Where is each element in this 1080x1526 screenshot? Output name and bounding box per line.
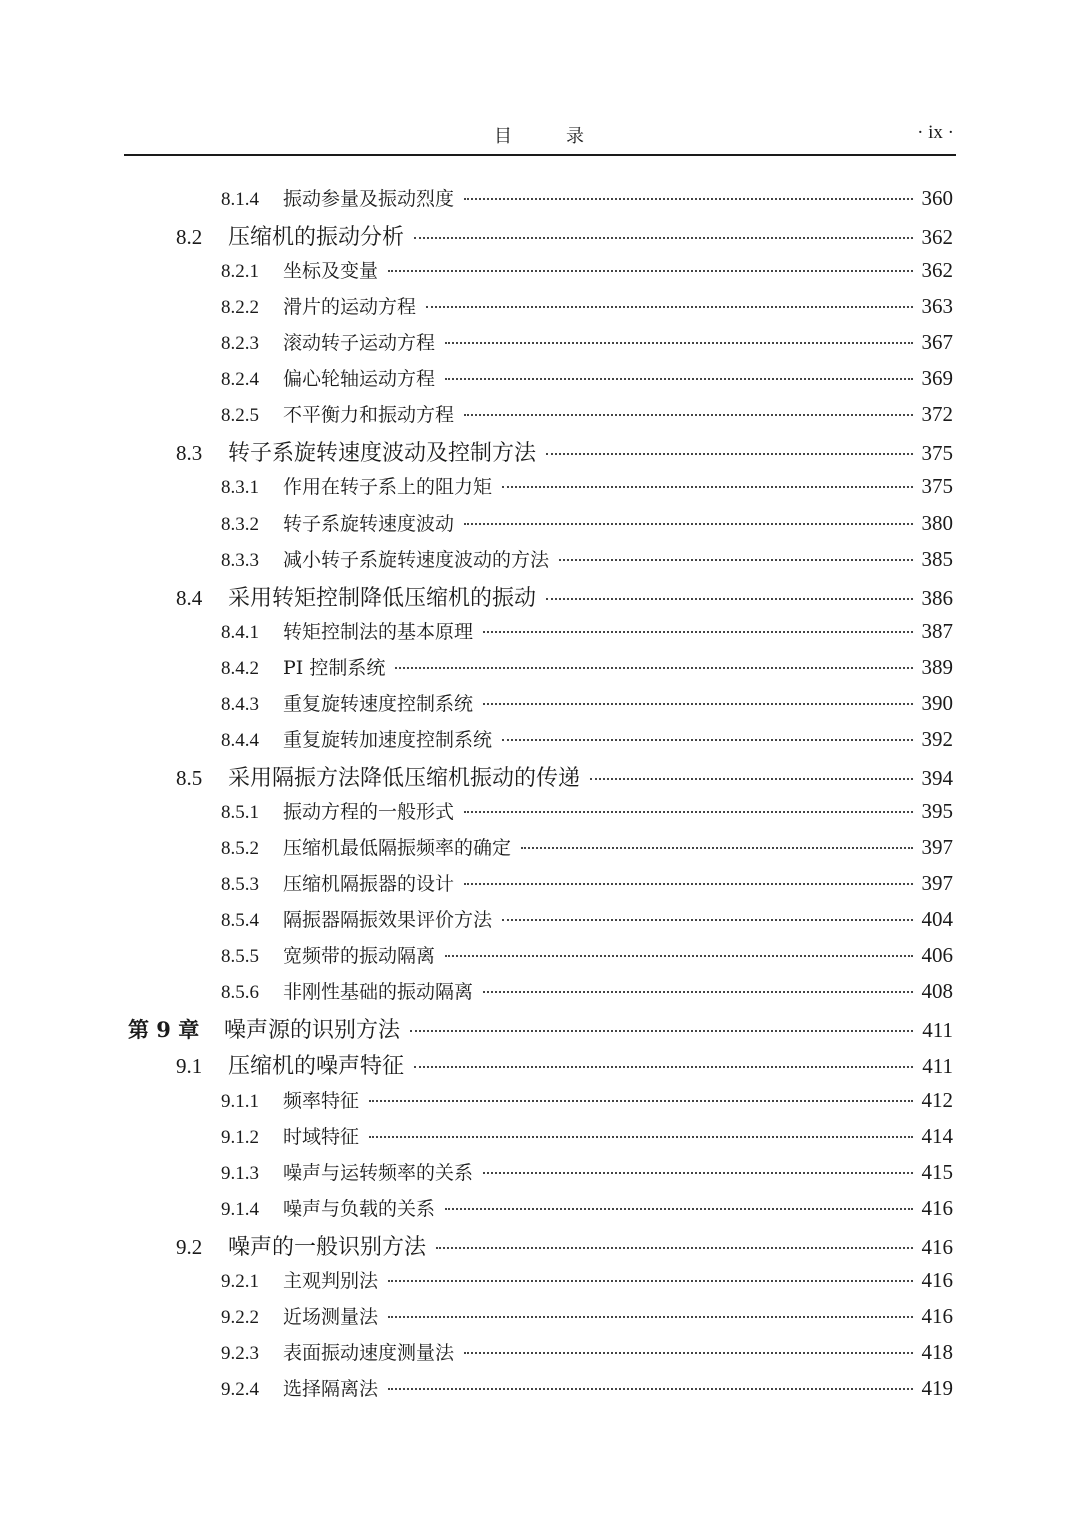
entry-title: 坐标及变量 <box>283 260 379 282</box>
dot-leader <box>414 1066 913 1068</box>
toc-subsection-entry <box>221 869 953 896</box>
toc-subsection-entry <box>221 400 953 427</box>
toc-subsection-entry <box>221 1374 953 1401</box>
entry-title: PI 控制系统 <box>283 657 386 679</box>
entry-number: 8.4.1 <box>221 622 259 643</box>
toc-subsection-entry <box>221 292 953 319</box>
toc-subsection-entry <box>221 184 953 211</box>
entry-title: 压缩机的噪声特征 <box>228 1054 405 1079</box>
entry-number: 8.3 <box>176 441 203 465</box>
dot-leader <box>464 811 913 813</box>
entry-title: 采用转矩控制降低压缩机的振动 <box>228 586 537 611</box>
dot-leader <box>369 1136 913 1138</box>
entry-title: 压缩机隔振器的设计 <box>283 873 455 895</box>
entry-number: 8.2.4 <box>221 369 259 390</box>
entry-page-number: 416 <box>921 1196 953 1220</box>
entry-title: 振动参量及振动烈度 <box>283 188 455 210</box>
entry-title: 偏心轮轴运动方程 <box>283 368 436 390</box>
entry-page-number: 416 <box>921 1304 953 1328</box>
dot-leader <box>502 919 913 921</box>
entry-page-number: 369 <box>921 366 953 390</box>
entry-number: 8.3.2 <box>221 514 259 535</box>
entry-page-number: 390 <box>921 691 953 715</box>
toc-section-entry <box>176 436 953 467</box>
dot-leader <box>483 631 913 633</box>
entry-page-number: 411 <box>922 1018 953 1042</box>
entry-page-number: 389 <box>921 655 953 679</box>
dot-leader <box>546 453 913 455</box>
dot-leader <box>483 703 913 705</box>
toc-chapter-entry <box>128 1013 953 1044</box>
dot-leader <box>445 1208 913 1210</box>
entry-number: 8.4 <box>176 586 203 610</box>
toc-subsection-entry <box>221 545 953 572</box>
toc-subsection-entry <box>221 1266 953 1293</box>
entry-number: 8.3.3 <box>221 550 259 571</box>
entry-number: 9.2.3 <box>221 1343 259 1364</box>
page-header <box>124 114 956 156</box>
dot-leader <box>483 1172 913 1174</box>
entry-number: 第 9 章 <box>128 1017 200 1042</box>
entry-number: 9.2.4 <box>221 1379 259 1400</box>
entry-number: 9.1.3 <box>221 1163 259 1184</box>
entry-number: 9.1.2 <box>221 1127 259 1148</box>
toc-subsection-entry <box>221 833 953 860</box>
toc-section-entry <box>176 1049 953 1080</box>
entry-title: 主观判别法 <box>283 1270 379 1292</box>
entry-page-number: 418 <box>921 1340 953 1364</box>
entry-title: 重复旋转加速度控制系统 <box>283 729 493 751</box>
dot-leader <box>502 739 913 741</box>
entry-number: 8.2 <box>176 225 203 249</box>
entry-title: 噪声的一般识别方法 <box>228 1235 427 1260</box>
toc-subsection-entry <box>221 905 953 932</box>
entry-title: 宽频带的振动隔离 <box>283 945 436 967</box>
entry-page-number: 408 <box>921 979 953 1003</box>
entry-title: 噪声与运转频率的关系 <box>283 1162 474 1184</box>
entry-number: 9.2.2 <box>221 1307 259 1328</box>
entry-number: 8.5.3 <box>221 874 259 895</box>
page-title <box>124 122 956 148</box>
entry-title: 近场测量法 <box>283 1306 379 1328</box>
entry-page-number: 397 <box>921 871 953 895</box>
dot-leader <box>546 598 913 600</box>
dot-leader <box>464 414 913 416</box>
entry-number: 8.5.5 <box>221 946 259 967</box>
dot-leader <box>590 778 913 780</box>
dot-leader <box>502 486 913 488</box>
entry-title: 采用隔振方法降低压缩机振动的传递 <box>228 766 581 791</box>
entry-title: 减小转子系旋转速度波动的方法 <box>283 549 550 571</box>
entry-number: 8.5.6 <box>221 982 259 1003</box>
toc-subsection-entry <box>221 472 953 499</box>
entry-title: 噪声与负载的关系 <box>283 1198 436 1220</box>
dot-leader <box>464 523 913 525</box>
entry-number: 9.1 <box>176 1054 203 1078</box>
dot-leader <box>464 883 913 885</box>
toc-subsection-entry <box>221 1122 953 1149</box>
entry-page-number: 367 <box>921 330 953 354</box>
entry-page-number: 380 <box>921 511 953 535</box>
entry-number: 9.2.1 <box>221 1271 259 1292</box>
toc-subsection-entry <box>221 797 953 824</box>
entry-number: 8.3.1 <box>221 477 259 498</box>
entry-page-number: 415 <box>921 1160 953 1184</box>
entry-number: 8.5 <box>176 766 203 790</box>
entry-page-number: 363 <box>921 294 953 318</box>
toc-subsection-entry <box>221 941 953 968</box>
entry-page-number: 411 <box>922 1054 953 1078</box>
toc-subsection-entry <box>221 689 953 716</box>
dot-leader <box>483 991 913 993</box>
entry-title: 选择隔离法 <box>283 1378 379 1400</box>
entry-page-number: 412 <box>921 1088 953 1112</box>
entry-number: 9.1.4 <box>221 1199 259 1220</box>
dot-leader <box>395 667 913 669</box>
entry-number: 9.1.1 <box>221 1091 259 1112</box>
dot-leader <box>521 847 913 849</box>
title-char-1: 目 <box>494 126 514 147</box>
entry-number: 9.2 <box>176 1235 203 1259</box>
entry-page-number: 375 <box>921 474 953 498</box>
dot-leader <box>559 559 913 561</box>
toc-subsection-entry <box>221 328 953 355</box>
dot-leader <box>445 378 913 380</box>
entry-title: 压缩机最低隔振频率的确定 <box>283 837 512 859</box>
dot-leader <box>445 955 913 957</box>
toc-subsection-entry <box>221 1158 953 1185</box>
entry-page-number: 362 <box>921 225 953 249</box>
entry-title: 作用在转子系上的阻力矩 <box>283 476 493 498</box>
dot-leader <box>464 1352 913 1354</box>
entry-number: 8.2.1 <box>221 261 259 282</box>
toc-section-entry <box>176 220 953 251</box>
entry-page-number: 386 <box>921 586 953 610</box>
toc-subsection-entry <box>221 653 953 680</box>
toc-subsection-entry <box>221 1194 953 1221</box>
entry-title: 隔振器隔振效果评价方法 <box>283 909 493 931</box>
entry-page-number: 416 <box>921 1268 953 1292</box>
entry-page-number: 414 <box>921 1124 953 1148</box>
toc-subsection-entry <box>221 1302 953 1329</box>
entry-page-number: 360 <box>921 186 953 210</box>
toc-subsection-entry <box>221 977 953 1004</box>
dot-leader <box>388 1388 913 1390</box>
entry-title: 非刚性基础的振动隔离 <box>283 981 474 1003</box>
entry-number: 8.5.2 <box>221 838 259 859</box>
toc-subsection-entry <box>221 725 953 752</box>
entry-number: 8.5.4 <box>221 910 259 931</box>
dot-leader <box>426 306 913 308</box>
entry-title: 滚动转子运动方程 <box>283 332 436 354</box>
entry-page-number: 385 <box>921 547 953 571</box>
entry-title: 转子系旋转速度波动及控制方法 <box>228 441 537 466</box>
entry-title: 压缩机的振动分析 <box>228 225 405 250</box>
entry-page-number: 397 <box>921 835 953 859</box>
entry-page-number: 387 <box>921 619 953 643</box>
entry-number: 8.4.4 <box>221 730 259 751</box>
entry-title: 振动方程的一般形式 <box>283 801 455 823</box>
entry-number: 8.4.3 <box>221 694 259 715</box>
entry-page-number: 394 <box>921 766 953 790</box>
entry-page-number: 416 <box>921 1235 953 1259</box>
entry-title: 转矩控制法的基本原理 <box>283 621 474 643</box>
entry-title: 不平衡力和振动方程 <box>283 404 455 426</box>
dot-leader <box>388 1316 913 1318</box>
entry-page-number: 372 <box>921 402 953 426</box>
dot-leader <box>388 270 913 272</box>
toc-section-entry <box>176 581 953 612</box>
entry-number: 8.2.3 <box>221 333 259 354</box>
toc-subsection-entry <box>221 509 953 536</box>
entry-number: 8.2.2 <box>221 297 259 318</box>
toc-subsection-entry <box>221 617 953 644</box>
entry-page-number: 406 <box>921 943 953 967</box>
entry-title: 噪声源的识别方法 <box>224 1018 401 1043</box>
dot-leader <box>369 1100 913 1102</box>
entry-number: 8.5.1 <box>221 802 259 823</box>
dot-leader <box>410 1030 913 1032</box>
dot-leader <box>414 237 913 239</box>
entry-number: 8.2.5 <box>221 405 259 426</box>
title-char-2: 录 <box>566 126 586 147</box>
entry-title: 滑片的运动方程 <box>283 296 417 318</box>
dot-leader <box>464 198 913 200</box>
entry-page-number: 362 <box>921 258 953 282</box>
toc-section-entry <box>176 761 953 792</box>
entry-title: 转子系旋转速度波动 <box>283 513 455 535</box>
entry-page-number: 404 <box>921 907 953 931</box>
entry-title: 表面振动速度测量法 <box>283 1342 455 1364</box>
page-number: · ix · <box>917 122 954 143</box>
entry-page-number: 395 <box>921 799 953 823</box>
toc-section-entry <box>176 1230 953 1261</box>
entry-number: 8.4.2 <box>221 658 259 679</box>
toc-subsection-entry <box>221 364 953 391</box>
dot-leader <box>445 342 913 344</box>
toc-subsection-entry <box>221 1338 953 1365</box>
entry-page-number: 375 <box>921 441 953 465</box>
toc-subsection-entry <box>221 1086 953 1113</box>
entry-number: 8.1.4 <box>221 189 259 210</box>
entry-page-number: 392 <box>921 727 953 751</box>
entry-title: 频率特征 <box>283 1090 360 1112</box>
dot-leader <box>388 1280 913 1282</box>
toc-subsection-entry <box>221 256 953 283</box>
entry-page-number: 419 <box>921 1376 953 1400</box>
dot-leader <box>436 1247 913 1249</box>
entry-title: 重复旋转速度控制系统 <box>283 693 474 715</box>
entry-title: 时域特征 <box>283 1126 360 1148</box>
